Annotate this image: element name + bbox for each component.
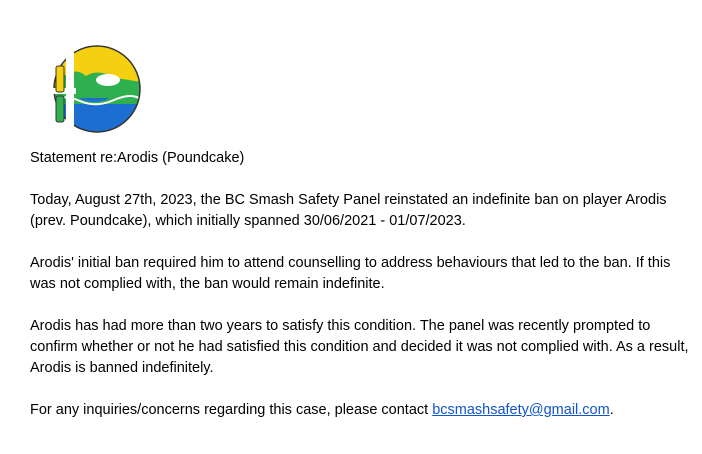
statement-paragraph-2: Arodis' initial ban required him to attend counselling to address behaviours that led to the ban. If this was not complied with, the ban would remain indefinite. xyxy=(30,255,671,292)
statement-document xyxy=(30,148,695,442)
smash-bros-logo-icon xyxy=(46,42,142,136)
contact-email-link[interactable]: bcsmashsafety@gmail.com xyxy=(432,402,610,418)
contact-line xyxy=(30,400,695,421)
statement-title: Statement re:Arodis (Poundcake) xyxy=(30,150,245,166)
statement-paragraph-3: Arodis has had more than two years to satisfy this condition. The panel was recently prompted to confirm whether or not he had satisfied this condition and decided it was not complied with. As a result, Arodis is banned indefinitely. xyxy=(30,318,689,376)
contact-end: . xyxy=(609,402,614,418)
contact-text: For any inquiries/concerns regarding this case, please contact xyxy=(30,402,433,418)
statement-paragraph-1: Today, August 27th, 2023, the BC Smash Safety Panel reinstated an indefinite ban on player Arodis (prev. Poundcake), which initially spanned 30/06/2021 - 01/07/2023. xyxy=(30,192,667,229)
